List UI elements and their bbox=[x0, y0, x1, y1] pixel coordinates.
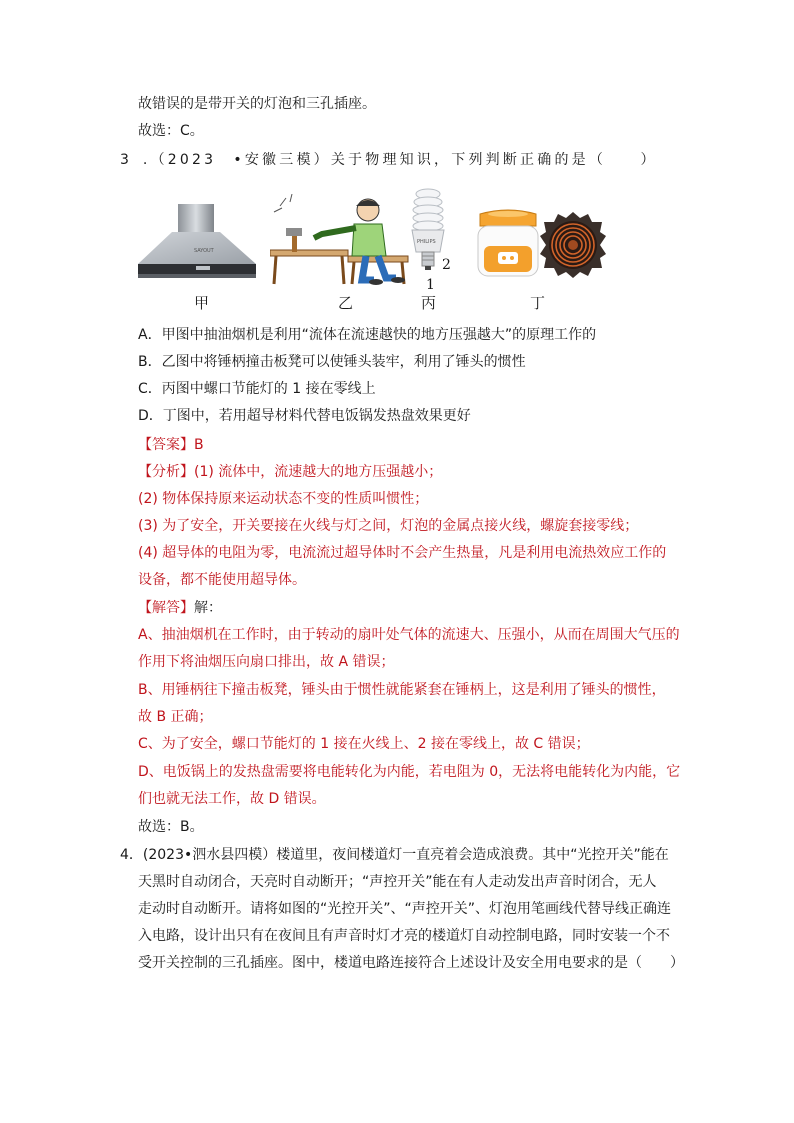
solution-line-2: 作用下将油烟压向扇口排出，故 A 错误； bbox=[138, 654, 395, 670]
analysis-line-2: (2) 物体保持原来运动状态不变的性质叫惯性； bbox=[138, 491, 429, 507]
q4-line-1: 4．(2023•泗水县四模）楼道里，夜间楼道灯一直亮着会造成浪费。其中“光控开关”能在 bbox=[120, 847, 669, 863]
solution-line-1: A、抽油烟机在工作时，由于转动的扇叶处气体的流速大、压强小，从而在周围大气压的 bbox=[138, 627, 680, 643]
q4-line-4: 入电路，设计出只有在夜间且有声音时灯才亮的楼道灯自动控制电路，同时安装一个不 bbox=[138, 928, 670, 944]
solution-header bbox=[138, 598, 222, 618]
analysis-line-3: (3) 为了安全，开关要接在火线与灯之间，灯泡的金属点接火线，螺旋套接零线； bbox=[138, 518, 639, 534]
bulb-mark-2: 2 bbox=[442, 257, 451, 273]
analysis-line-5: 设备，都不能使用超导体。 bbox=[138, 572, 306, 588]
answer-tag: 【答案】 bbox=[138, 437, 194, 453]
svg-text:SAYOUT: SAYOUT bbox=[194, 248, 214, 254]
range-hood-image bbox=[138, 204, 256, 284]
solution-line-5: C、为了安全，螺口节能灯的 1 接在火线上、2 接在零线上，故 C 错误； bbox=[138, 736, 590, 752]
solution-intro: 解： bbox=[194, 600, 222, 616]
analysis-text-1: (1) 流体中，流速越大的地方压强越小； bbox=[194, 464, 443, 480]
q3-stem: 关于物理知识，下列判断正确的是（ ） bbox=[330, 152, 658, 168]
q3-header bbox=[120, 150, 658, 170]
answer-value: B bbox=[194, 437, 204, 453]
prev-answer: 故选：C。 bbox=[138, 123, 204, 139]
hammer-cartoon-image bbox=[270, 194, 416, 286]
heating-plate-image bbox=[540, 212, 606, 278]
option-c: C．丙图中螺口节能灯的 1 接在零线上 bbox=[138, 381, 376, 397]
prev-explanation: 故错误的是带开关的灯泡和三孔插座。 bbox=[138, 96, 376, 112]
solution-line-4: 故 B 正确； bbox=[138, 709, 213, 725]
solution-line-3: B、用锤柄往下撞击板凳，锤头由于惯性就能紧套在锤柄上，这是利用了锤头的惯性， bbox=[138, 682, 666, 698]
option-d: D．丁图中，若用超导材料代替电饭锅发热盘效果更好 bbox=[138, 408, 471, 424]
q3-source: .（2023 •安徽三模） bbox=[142, 152, 331, 168]
solution-line-7: 们也就无法工作，故 D 错误。 bbox=[138, 791, 326, 807]
analysis-line-1 bbox=[138, 462, 442, 482]
option-a: A．甲图中抽油烟机是利用“流体在流速越快的地方压强越大”的原理工作的 bbox=[138, 327, 597, 343]
caption-jia: 甲 bbox=[194, 294, 210, 312]
final-answer: 故选：B。 bbox=[138, 819, 204, 835]
rice-cooker-image bbox=[474, 208, 542, 280]
q4-line-5: 受开关控制的三孔插座。图中，楼道电路连接符合上述设计及安全用电要求的是（ ） bbox=[138, 955, 684, 971]
q4-line-3: 走动时自动断开。请将如图的“光控开关”、“声控开关”、灯泡用笔画线代替导线正确连 bbox=[138, 901, 672, 917]
solution-line-6: D、电饭锅上的发热盘需要将电能转化为内能，若电阻为 0，无法将电能转化为内能，它 bbox=[138, 764, 681, 780]
q4-line-2: 天黑时自动闭合，天亮时自动断开；“声控开关”能在有人走动发出声音时闭合，无人 bbox=[138, 874, 657, 890]
option-b: B．乙图中将锤柄撞击板凳可以使锤头装牢，利用了锤头的惯性 bbox=[138, 354, 526, 370]
caption-yi: 乙 bbox=[338, 294, 354, 312]
q3-number: 3 bbox=[120, 152, 129, 168]
analysis-line-4: (4) 超导体的电阻为零，电流流过超导体时不会产生热量，凡是利用电流热效应工作的 bbox=[138, 545, 667, 561]
analysis-tag: 【分析】 bbox=[138, 464, 194, 480]
bulb-mark-1: 1 bbox=[426, 277, 435, 293]
caption-ding: 丁 bbox=[530, 294, 546, 312]
caption-bing: 丙 bbox=[421, 294, 437, 312]
answer-line bbox=[138, 435, 204, 455]
svg-text:PHILIPS: PHILIPS bbox=[417, 239, 436, 245]
q3-figures bbox=[138, 186, 678, 318]
solution-tag: 【解答】 bbox=[138, 600, 194, 616]
